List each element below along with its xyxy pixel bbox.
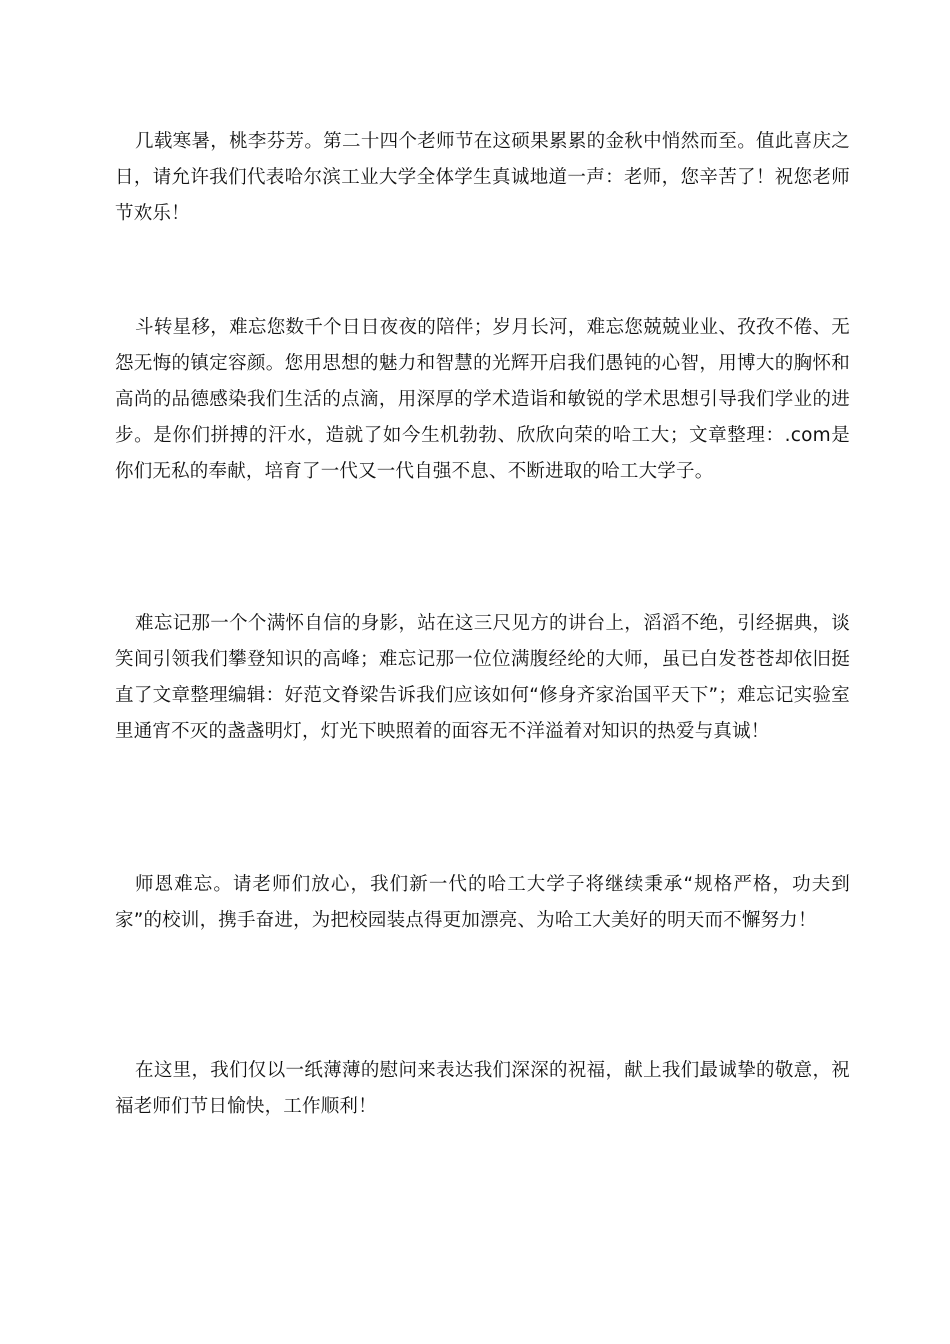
paragraph-gratitude: 斗转星移，难忘您数千个日日夜夜的陪伴；岁月长河，难忘您兢兢业业、孜孜不倦、无怨无悔的镇定容颜。您用思想的魅力和智慧的光辉开启我们愚钝的心智，用博大的胸怀和高尚的品德感染我们生活的点滴，用深厚的学术造诣和敏锐的学术思想引导我们学业的进步。是你们拼搏的汗水，造就了如今生机勃勃、欣欣向荣的哈工大；文章整理：.com是你们无私的奉献，培育了一代又一代自强不息、不断进取的哈工大学子。 [115, 317, 850, 482]
paragraph-memories: 难忘记那一个个满怀自信的身影，站在这三尺见方的讲台上，滔滔不绝，引经据典，谈笑间引领我们攀登知识的高峰；难忘记那一位位满腹经纶的大师，虽已白发苍苍却依旧挺直了文章整理编辑：好范文脊梁告诉我们应该如何“修身齐家治国平天下”；难忘记实验室里通宵不灭的盏盏明灯，灯光下映照着的面容无不洋溢着对知识的热爱与真诚！ [115, 613, 850, 742]
paragraph-promise: 师恩难忘。请老师们放心，我们新一代的哈工大学子将继续秉承“规格严格，功夫到家”的校训，携手奋进，为把校园装点得更加漂亮、为哈工大美好的明天而不懈努力！ [115, 874, 850, 931]
paragraph-greeting: 几载寒暑，桃李芬芳。第二十四个老师节在这硕果累累的金秋中悄然而至。值此喜庆之日，请允许我们代表哈尔滨工业大学全体学生真诚地道一声：老师，您辛苦了！祝您老师节欢乐！ [115, 131, 850, 224]
paragraph-closing: 在这里，我们仅以一纸薄薄的慰问来表达我们深深的祝福，献上我们最诚挚的敬意，祝福老师们节日愉快，工作顺利！ [115, 1060, 850, 1117]
